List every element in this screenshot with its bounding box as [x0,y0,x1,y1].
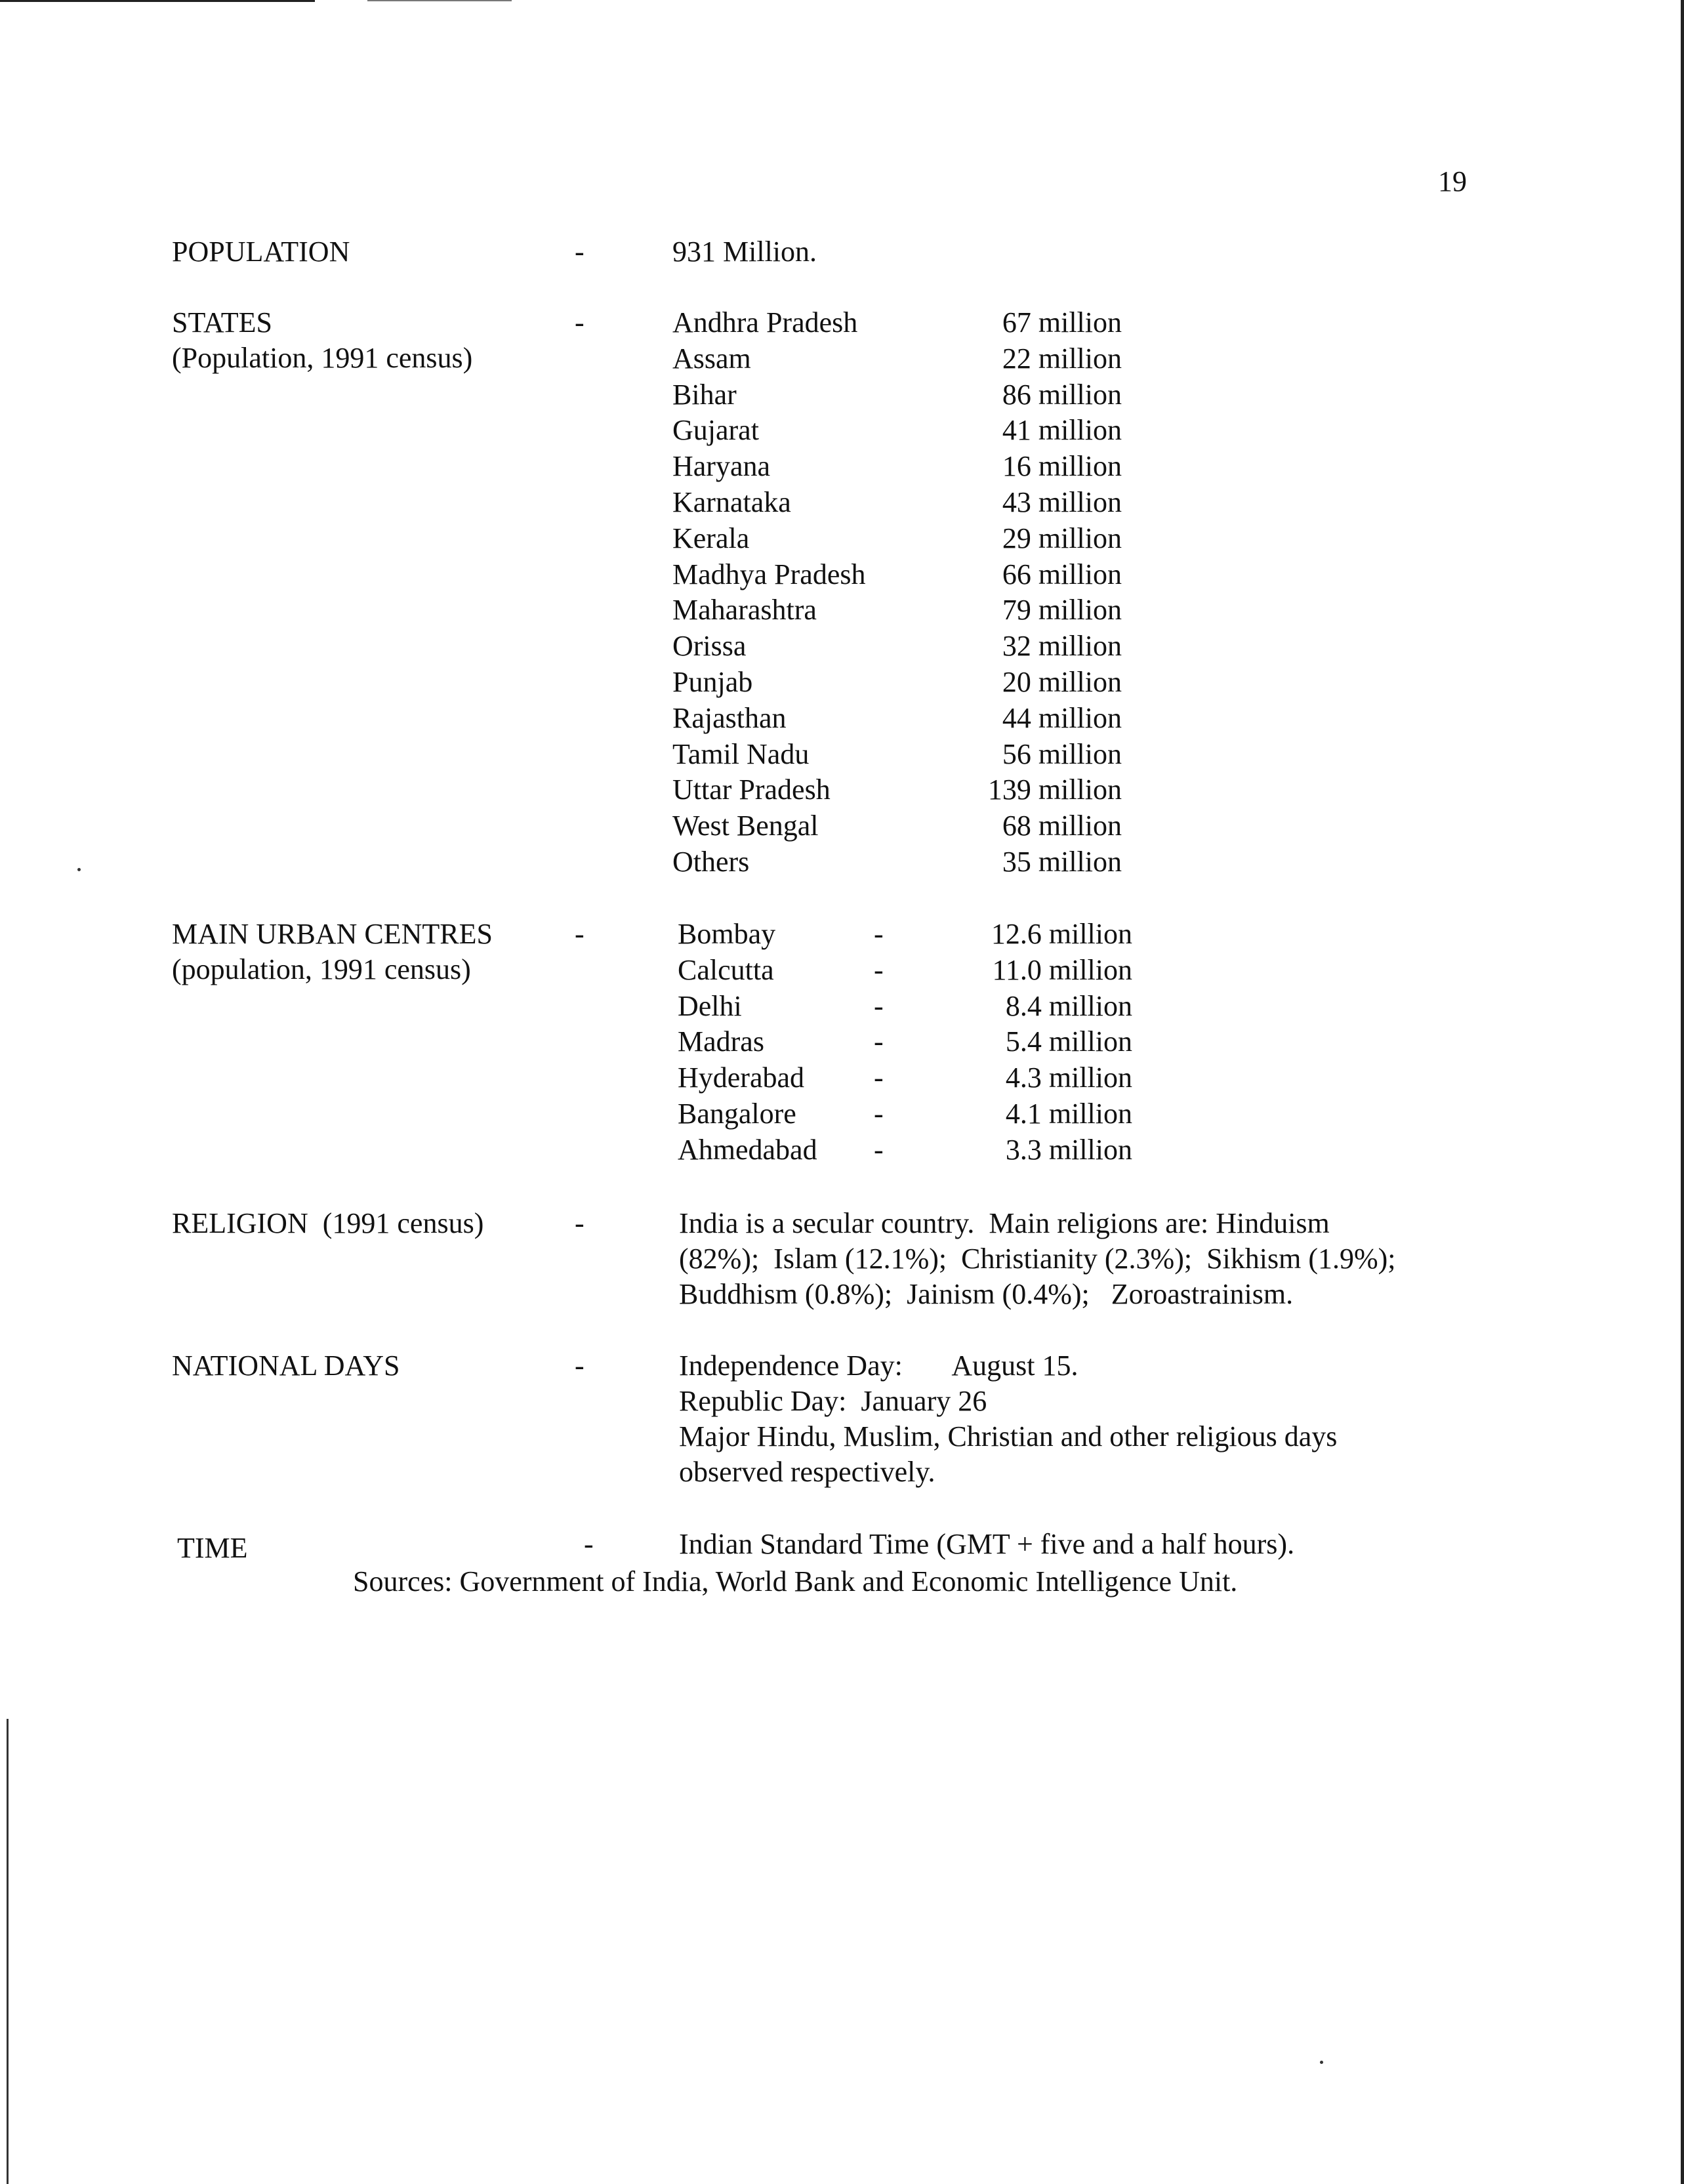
scan-speck [1320,2061,1323,2064]
urban-centre-name: Bangalore [678,1098,796,1130]
state-population: 56 million [1002,737,1122,770]
state-name: West Bengal [672,810,819,842]
scan-edge-right [1681,0,1684,2184]
state-population: 67 million [1002,306,1122,339]
urban-centre-name: Madras [678,1025,764,1058]
state-name: Madhya Pradesh [672,558,866,590]
scan-edge-left [7,1719,9,2184]
religion-line: India is a secular country. Main religions are: Hinduism [679,1207,1330,1239]
state-population: 66 million [1002,558,1122,590]
state-name: Others [672,846,750,878]
sources-note: Sources: Government of India, World Bank and Economic Intelligence Unit. [353,1565,1238,1597]
urban-centre-name: Calcutta [678,953,774,986]
state-population: 68 million [1002,810,1122,842]
population-label: POPULATION [172,236,350,268]
urban-dash: - [575,918,585,950]
scan-speck [77,868,81,871]
time-value: Indian Standard Time (GMT + five and a half hours). [679,1528,1295,1560]
state-population: 139 million [987,773,1122,806]
state-population: 20 million [1002,666,1122,698]
state-name: Gujarat [672,414,759,447]
urban-centre-name: Bombay [678,918,776,950]
urban-centre-dash: - [874,1133,884,1166]
urban-centre-population: 5.4 million [1005,1025,1132,1058]
state-population: 41 million [1002,414,1122,447]
states-label: STATES [172,306,272,339]
urban-centre-dash: - [874,1025,884,1058]
urban-sublabel: (population, 1991 census) [172,953,471,985]
urban-centre-dash: - [874,989,884,1022]
religion-line: Buddhism (0.8%); Jainism (0.4%); Zoroastrainism. [679,1278,1294,1310]
time-dash: - [584,1528,594,1560]
scan-edge-top [0,0,315,2]
state-population: 86 million [1002,378,1122,411]
national-days-line: Major Hindu, Muslim, Christian and other religious days [679,1420,1338,1453]
states-sublabel: (Population, 1991 census) [172,342,473,374]
state-name: Punjab [672,666,753,698]
urban-centre-dash: - [874,953,884,986]
national-days-label: NATIONAL DAYS [172,1350,400,1382]
urban-centre-population: 11.0 million [992,953,1132,986]
state-name: Uttar Pradesh [672,773,831,806]
state-population: 79 million [1002,594,1122,627]
religion-label: RELIGION (1991 census) [172,1207,484,1239]
urban-centre-population: 4.3 million [1005,1061,1132,1094]
time-label: TIME [177,1532,248,1564]
urban-centre-name: Hyderabad [678,1061,805,1094]
urban-centre-dash: - [874,1098,884,1130]
scan-edge-top-fragment [367,0,512,1]
urban-label: MAIN URBAN CENTRES [172,918,493,950]
urban-centre-dash: - [874,1061,884,1094]
national-days-line: Republic Day: January 26 [679,1385,987,1417]
state-name: Rajasthan [672,701,787,734]
state-name: Assam [672,342,751,375]
state-name: Karnataka [672,486,791,518]
states-dash: - [575,306,585,339]
urban-centre-population: 4.1 million [1005,1098,1132,1130]
state-name: Andhra Pradesh [672,306,858,339]
state-name: Kerala [672,522,750,554]
urban-centre-population: 8.4 million [1005,989,1132,1022]
state-population: 22 million [1002,342,1122,375]
urban-centre-name: Ahmedabad [678,1133,817,1166]
state-name: Bihar [672,378,737,411]
state-name: Haryana [672,450,771,483]
state-population: 32 million [1002,630,1122,663]
state-population: 16 million [1002,450,1122,483]
urban-centre-dash: - [874,918,884,950]
urban-centre-population: 12.6 million [991,918,1132,950]
state-name: Tamil Nadu [672,737,810,770]
urban-centre-name: Delhi [678,989,742,1022]
state-population: 43 million [1002,486,1122,518]
state-population: 29 million [1002,522,1122,554]
national-days-line: observed respectively. [679,1456,935,1488]
state-name: Maharashtra [672,594,817,627]
page-number: 19 [1438,165,1467,197]
urban-centre-population: 3.3 million [1005,1133,1132,1166]
population-dash: - [575,236,585,268]
population-value: 931 Million. [672,236,817,268]
national-days-line: Independence Day: August 15. [679,1350,1078,1382]
national-days-dash: - [575,1350,585,1382]
state-population: 35 million [1002,846,1122,878]
state-name: Orissa [672,630,747,663]
religion-line: (82%); Islam (12.1%); Christianity (2.3%); Sikhism (1.9%); [679,1243,1396,1275]
state-population: 44 million [1002,701,1122,734]
religion-dash: - [575,1207,585,1239]
